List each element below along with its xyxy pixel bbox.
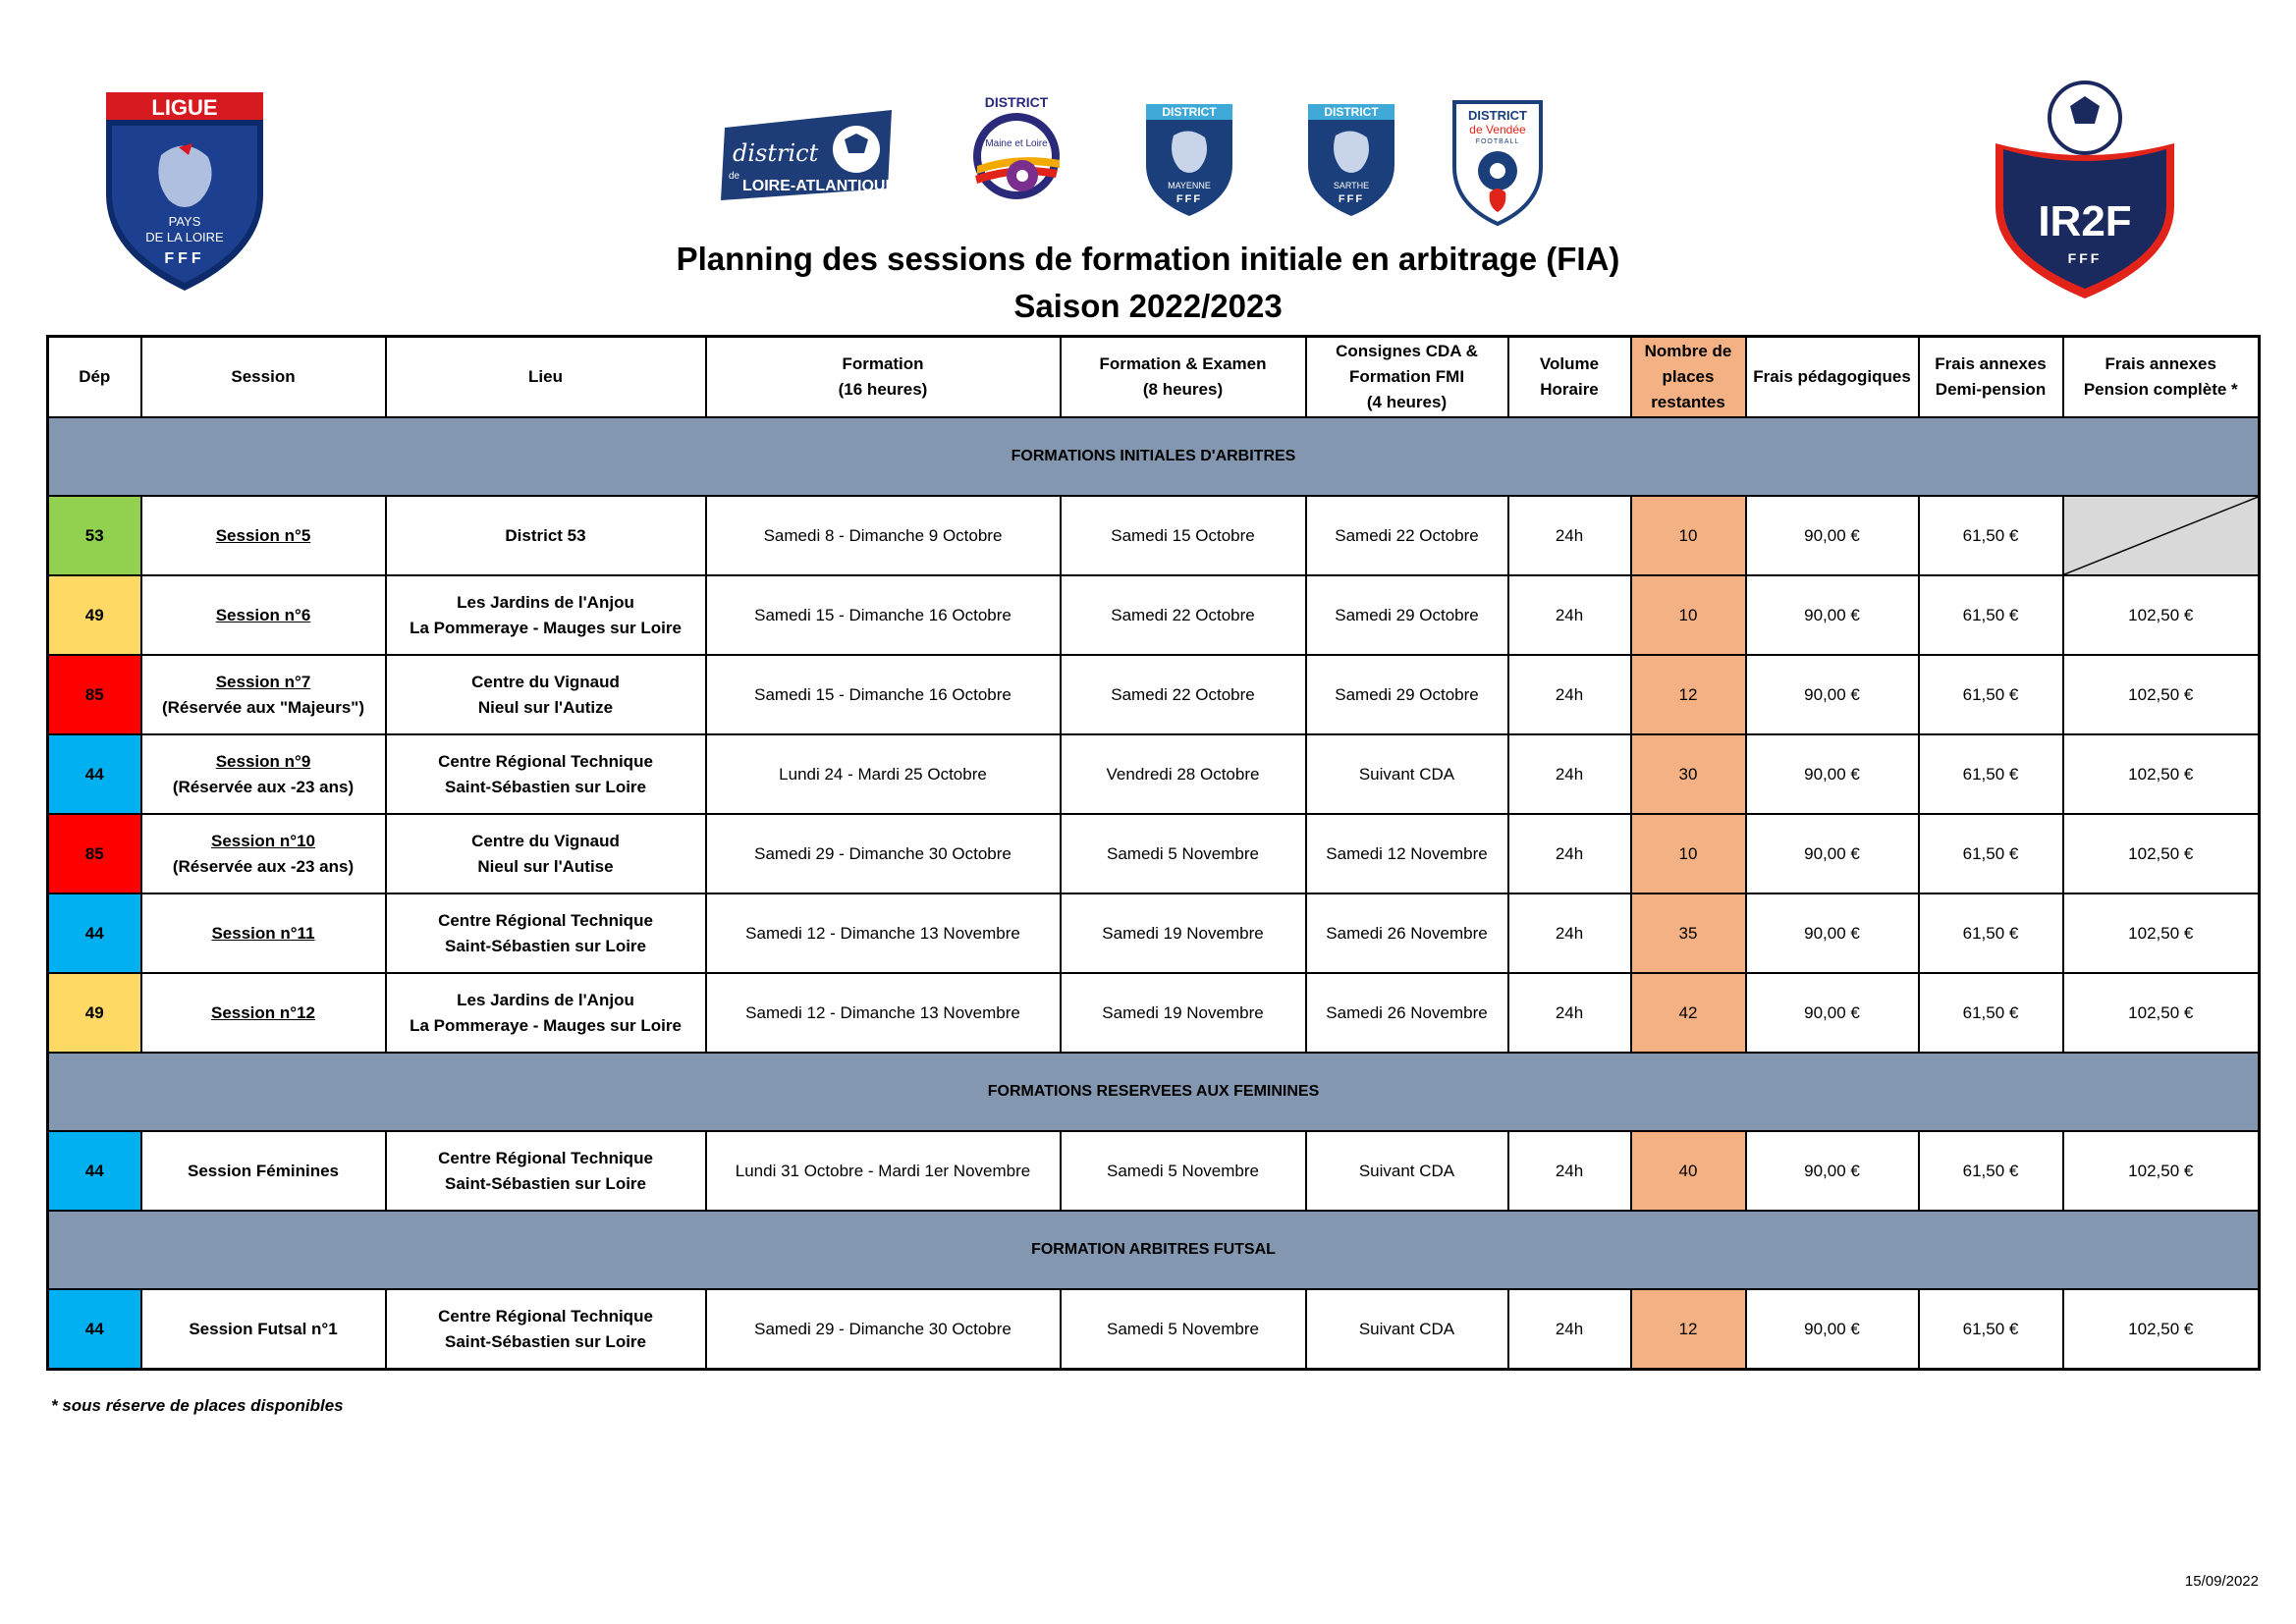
- session-link[interactable]: Session n°7: [215, 672, 311, 691]
- header-frais-pedagogiques: [1746, 337, 1919, 418]
- places-cell: 12: [1631, 1289, 1746, 1370]
- header-session-label: Session: [231, 367, 296, 386]
- cda-cell: Suivant CDA: [1306, 1131, 1508, 1211]
- table-row: [48, 973, 2260, 1053]
- dep-cell: 44: [48, 1289, 141, 1370]
- header-formation: [706, 337, 1061, 418]
- header-lieu: [386, 337, 706, 418]
- examen-cell: Samedi 5 Novembre: [1061, 814, 1306, 893]
- lieu-line2: Nieul sur l'Autize: [477, 697, 614, 717]
- formation-cell: Lundi 24 - Mardi 25 Octobre: [706, 734, 1061, 814]
- district-mayenne-logo: [1142, 100, 1236, 218]
- lieu-line1: Les Jardins de l'Anjou: [457, 592, 634, 612]
- frais-cell: 90,00 €: [1746, 814, 1919, 893]
- header-pension-complete: [2063, 337, 2260, 418]
- formation-cell: Samedi 29 - Dimanche 30 Octobre: [706, 814, 1061, 893]
- footnote: * sous réserve de places disponibles: [51, 1396, 344, 1415]
- ml-logo-top: DISTRICT: [984, 95, 1049, 110]
- session-cell: [141, 496, 386, 575]
- session-cell: [141, 734, 386, 814]
- examen-cell: Samedi 15 Octobre: [1061, 496, 1306, 575]
- lieu-cell: [386, 734, 706, 814]
- frais-cell: 90,00 €: [1746, 973, 1919, 1053]
- header-cda-l1: Consignes CDA &: [1336, 342, 1478, 360]
- cda-cell: Samedi 26 Novembre: [1306, 893, 1508, 973]
- ligue-logo-text: LIGUE: [151, 95, 218, 120]
- places-cell: 12: [1631, 655, 1746, 734]
- lieu-line2: Saint-Sébastien sur Loire: [445, 777, 646, 796]
- lieu-cell: [386, 893, 706, 973]
- table-row: [48, 1131, 2260, 1211]
- page-subtitle: Saison 2022/2023: [1013, 288, 1283, 324]
- frais-cell: 90,00 €: [1746, 496, 1919, 575]
- header-session: [141, 337, 386, 418]
- session-note: (Réservée aux -23 ans): [172, 856, 355, 876]
- table-row: [48, 575, 2260, 655]
- header-places-l3: restantes: [1651, 393, 1725, 411]
- frais-cell: 90,00 €: [1746, 893, 1919, 973]
- lieu-line1: Centre du Vignaud: [471, 831, 620, 850]
- header-volume-l2: Horaire: [1540, 380, 1599, 399]
- demi-pension-cell: 61,50 €: [1919, 1289, 2063, 1370]
- table-row: [48, 496, 2260, 575]
- header-cda: [1306, 337, 1508, 418]
- lieu-line2: Saint-Sébastien sur Loire: [445, 1331, 646, 1351]
- lieu-cell: [386, 1131, 706, 1211]
- header-cda-l2: Formation FMI: [1348, 367, 1465, 386]
- document-date: 15/09/2022: [2184, 1573, 2259, 1590]
- la-logo-script: district: [733, 139, 819, 167]
- frais-cell: 90,00 €: [1746, 655, 1919, 734]
- ml-logo-arc: Maine et Loire: [985, 138, 1048, 149]
- lieu-line1: Centre du Vignaud: [471, 672, 620, 691]
- ir2f-logo-fff: FFF: [2067, 250, 2103, 266]
- lieu-line1: Les Jardins de l'Anjou: [457, 990, 634, 1009]
- lieu-line2: Nieul sur l'Autise: [477, 856, 614, 876]
- session-cell: [141, 1131, 386, 1211]
- cda-cell: Samedi 29 Octobre: [1306, 575, 1508, 655]
- lieu-cell: [386, 655, 706, 734]
- header-demi-l2: Demi-pension: [1935, 380, 2047, 399]
- places-cell: 10: [1631, 496, 1746, 575]
- lieu-cell: [386, 496, 706, 575]
- header-examen-l1: Formation & Examen: [1099, 354, 1267, 373]
- lieu-line2: La Pommeraye - Mauges sur Loire: [410, 618, 682, 637]
- header-places: [1631, 337, 1746, 418]
- frais-cell: 90,00 €: [1746, 575, 1919, 655]
- header-dep: [48, 337, 141, 418]
- formation-cell: Lundi 31 Octobre - Mardi 1er Novembre: [706, 1131, 1061, 1211]
- mayenne-logo-fff: FFF: [1175, 193, 1203, 205]
- la-logo-small: de: [729, 171, 740, 182]
- dep-cell: 49: [48, 575, 141, 655]
- volume-cell: 24h: [1508, 814, 1631, 893]
- dep-cell: 85: [48, 655, 141, 734]
- session-cell: [141, 655, 386, 734]
- page-title: Planning des sessions de formation initiale en arbitrage (FIA): [676, 241, 1620, 277]
- lieu-cell: [386, 814, 706, 893]
- session-note: (Réservée aux -23 ans): [172, 777, 355, 796]
- ligue-logo-line3: FFF: [164, 250, 205, 267]
- ir2f-logo-name: IR2F: [2038, 197, 2132, 245]
- session-link[interactable]: Session n°9: [215, 751, 311, 771]
- session-link[interactable]: Session n°11: [211, 923, 315, 943]
- header-row: [48, 337, 2260, 418]
- session-link[interactable]: Session n°5: [215, 525, 311, 545]
- lieu-line2: Saint-Sébastien sur Loire: [445, 936, 646, 955]
- section-title-initiales: FORMATIONS INITIALES D'ARBITRES: [48, 417, 2260, 496]
- volume-cell: 24h: [1508, 973, 1631, 1053]
- vendee-logo-line2: de Vendée: [1469, 123, 1526, 136]
- formation-cell: Samedi 12 - Dimanche 13 Novembre: [706, 893, 1061, 973]
- dep-cell: 44: [48, 1131, 141, 1211]
- formation-cell: Samedi 29 - Dimanche 30 Octobre: [706, 1289, 1061, 1370]
- section-title-futsal: FORMATION ARBITRES FUTSAL: [48, 1211, 2260, 1289]
- pension-cell: 102,50 €: [2063, 1289, 2260, 1370]
- header-dep-label: Dép: [79, 367, 111, 386]
- examen-cell: Samedi 22 Octobre: [1061, 575, 1306, 655]
- places-cell: 10: [1631, 575, 1746, 655]
- frais-cell: 90,00 €: [1746, 1289, 1919, 1370]
- pension-cell: 102,50 €: [2063, 973, 2260, 1053]
- la-logo-name: LOIRE-ATLANTIQUE: [742, 178, 896, 194]
- frais-cell: 90,00 €: [1746, 1131, 1919, 1211]
- header-frais-label: Frais pédagogiques: [1753, 367, 1911, 386]
- header-examen: [1061, 337, 1306, 418]
- lieu-cell: [386, 1289, 706, 1370]
- dep-cell: 85: [48, 814, 141, 893]
- header-formation-l1: Formation: [842, 354, 924, 373]
- header-lieu-label: Lieu: [528, 367, 563, 386]
- header-examen-l2: (8 heures): [1142, 380, 1224, 399]
- header-demi-pension: [1919, 337, 2063, 418]
- demi-pension-cell: 61,50 €: [1919, 496, 2063, 575]
- section-row-feminines: [48, 1053, 2260, 1131]
- examen-cell: Samedi 19 Novembre: [1061, 893, 1306, 973]
- lieu-line1: District 53: [505, 525, 586, 545]
- lieu-line1: Centre Régional Technique: [438, 751, 653, 771]
- volume-cell: 24h: [1508, 1289, 1631, 1370]
- header-formation-l2: (16 heures): [838, 380, 928, 399]
- places-cell: 42: [1631, 973, 1746, 1053]
- examen-cell: Vendredi 28 Octobre: [1061, 734, 1306, 814]
- demi-pension-cell: 61,50 €: [1919, 973, 2063, 1053]
- lieu-line2: Saint-Sébastien sur Loire: [445, 1173, 646, 1193]
- header-pension-l1: Frais annexes: [2105, 354, 2216, 373]
- demi-pension-cell: 61,50 €: [1919, 575, 2063, 655]
- examen-cell: Samedi 5 Novembre: [1061, 1131, 1306, 1211]
- header-places-l2: places: [1662, 367, 1715, 386]
- mayenne-logo-name: MAYENNE: [1168, 181, 1211, 190]
- examen-cell: Samedi 19 Novembre: [1061, 973, 1306, 1053]
- table-row: [48, 655, 2260, 734]
- table-row: [48, 1289, 2260, 1370]
- district-loire-atlantique-logo: [719, 110, 896, 200]
- cda-cell: Suivant CDA: [1306, 1289, 1508, 1370]
- pension-cell: 102,50 €: [2063, 893, 2260, 973]
- cda-cell: Samedi 12 Novembre: [1306, 814, 1508, 893]
- header-places-l1: Nombre de: [1644, 342, 1732, 360]
- pension-cell: 102,50 €: [2063, 575, 2260, 655]
- lieu-cell: [386, 575, 706, 655]
- session-cell: [141, 575, 386, 655]
- cda-cell: Samedi 29 Octobre: [1306, 655, 1508, 734]
- pension-not-available-cell: [2063, 496, 2260, 575]
- formation-cell: Samedi 8 - Dimanche 9 Octobre: [706, 496, 1061, 575]
- session-note: (Réservée aux "Majeurs"): [161, 697, 365, 717]
- ligue-logo-line2: DE LA LOIRE: [145, 230, 224, 244]
- vendee-logo-line1: DISTRICT: [1468, 108, 1527, 123]
- session-link[interactable]: Session n°12: [210, 1002, 315, 1022]
- places-cell: 35: [1631, 893, 1746, 973]
- section-title-feminines: FORMATIONS RESERVEES AUX FEMININES: [48, 1053, 2260, 1131]
- session-label: Session Futsal n°1: [189, 1319, 338, 1338]
- diagonal-strike-icon: [2064, 497, 2259, 574]
- session-cell: [141, 814, 386, 893]
- session-link[interactable]: Session n°10: [210, 831, 315, 850]
- demi-pension-cell: 61,50 €: [1919, 734, 2063, 814]
- volume-cell: 24h: [1508, 1131, 1631, 1211]
- volume-cell: 24h: [1508, 734, 1631, 814]
- table-row: [48, 814, 2260, 893]
- session-link[interactable]: Session n°6: [215, 605, 311, 624]
- demi-pension-cell: 61,50 €: [1919, 655, 2063, 734]
- places-cell: 30: [1631, 734, 1746, 814]
- frais-cell: 90,00 €: [1746, 734, 1919, 814]
- header-pension-l2: Pension complète *: [2083, 380, 2238, 399]
- section-row-futsal: [48, 1211, 2260, 1289]
- volume-cell: 24h: [1508, 496, 1631, 575]
- sarthe-logo-fff: FFF: [1338, 193, 1365, 205]
- section-row-initiales: [48, 417, 2260, 496]
- session-cell: [141, 973, 386, 1053]
- header-volume: [1508, 337, 1631, 418]
- schedule-table: [46, 335, 2261, 1371]
- places-cell: 10: [1631, 814, 1746, 893]
- district-maine-et-loire-logo: [957, 95, 1075, 201]
- pension-cell: 102,50 €: [2063, 734, 2260, 814]
- header-volume-l1: Volume: [1539, 354, 1600, 373]
- table-row: [48, 893, 2260, 973]
- pension-cell: 102,50 €: [2063, 1131, 2260, 1211]
- lieu-line2: La Pommeraye - Mauges sur Loire: [410, 1015, 682, 1035]
- demi-pension-cell: 61,50 €: [1919, 814, 2063, 893]
- examen-cell: Samedi 5 Novembre: [1061, 1289, 1306, 1370]
- volume-cell: 24h: [1508, 655, 1631, 734]
- table-row: [48, 734, 2260, 814]
- dep-cell: 44: [48, 893, 141, 973]
- session-cell: [141, 1289, 386, 1370]
- session-label: Session Féminines: [188, 1161, 339, 1180]
- examen-cell: Samedi 22 Octobre: [1061, 655, 1306, 734]
- sarthe-logo-top: DISTRICT: [1324, 105, 1379, 119]
- district-vendee-logo: [1450, 98, 1545, 226]
- vendee-logo-line3: FOOTBALL: [1475, 138, 1520, 145]
- lieu-line1: Centre Régional Technique: [438, 1306, 653, 1326]
- dep-cell: 53: [48, 496, 141, 575]
- dep-cell: 49: [48, 973, 141, 1053]
- volume-cell: 24h: [1508, 893, 1631, 973]
- header-demi-l1: Frais annexes: [1935, 354, 2047, 373]
- cda-cell: Suivant CDA: [1306, 734, 1508, 814]
- session-cell: [141, 893, 386, 973]
- district-sarthe-logo: [1304, 100, 1398, 218]
- header-cda-l3: (4 heures): [1366, 393, 1448, 411]
- pension-cell: 102,50 €: [2063, 814, 2260, 893]
- formation-cell: Samedi 12 - Dimanche 13 Novembre: [706, 973, 1061, 1053]
- formation-cell: Samedi 15 - Dimanche 16 Octobre: [706, 575, 1061, 655]
- places-cell: 40: [1631, 1131, 1746, 1211]
- lieu-cell: [386, 973, 706, 1053]
- lieu-line1: Centre Régional Technique: [438, 1148, 653, 1167]
- cda-cell: Samedi 26 Novembre: [1306, 973, 1508, 1053]
- mayenne-logo-top: DISTRICT: [1162, 105, 1217, 119]
- sarthe-logo-name: SARTHE: [1333, 181, 1370, 190]
- dep-cell: 44: [48, 734, 141, 814]
- pension-cell: 102,50 €: [2063, 655, 2260, 734]
- volume-cell: 24h: [1508, 575, 1631, 655]
- lieu-line1: Centre Régional Technique: [438, 910, 653, 930]
- ligue-logo-line1: PAYS: [168, 214, 201, 229]
- cda-cell: Samedi 22 Octobre: [1306, 496, 1508, 575]
- demi-pension-cell: 61,50 €: [1919, 1131, 2063, 1211]
- demi-pension-cell: 61,50 €: [1919, 893, 2063, 973]
- formation-cell: Samedi 15 - Dimanche 16 Octobre: [706, 655, 1061, 734]
